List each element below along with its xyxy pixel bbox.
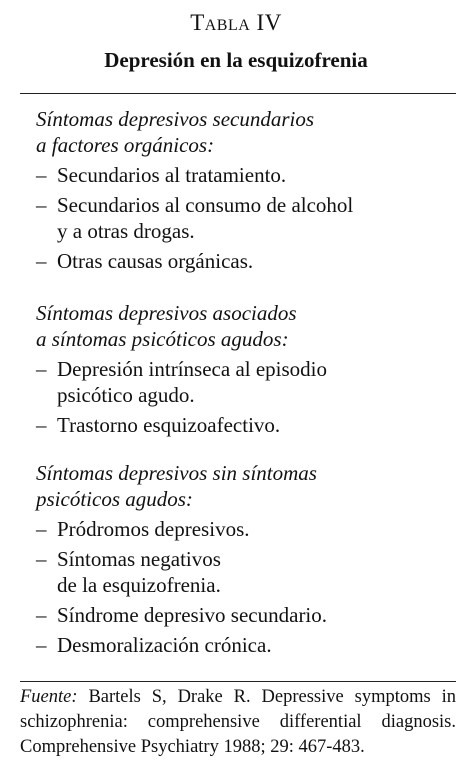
table-number: Tabla IV [190, 10, 282, 35]
section-no-acute-psychotic [36, 460, 446, 658]
list-item: – Desmoralización crónica. [36, 633, 272, 657]
dash: – [36, 193, 47, 217]
list-item: – Otras causas orgánicas. [36, 249, 254, 273]
list-item: – Secundarios al consumo de alcohol y a otras drogas. [36, 193, 354, 243]
dash: – [36, 163, 47, 187]
section-heading: Síntomas depresivos asociados a síntomas psicóticos agudos: [36, 301, 297, 351]
list-item: – Trastorno esquizoafectivo. [36, 413, 281, 437]
list-item: – Secundarios al tratamiento. [36, 163, 287, 187]
table-title: Depresión en la esquizofrenia [104, 48, 368, 72]
list-item: – Síndrome depresivo secundario. [36, 603, 328, 627]
dash: – [36, 357, 47, 381]
list-item: – Pródromos depresivos. [36, 517, 250, 541]
bottom-rule [20, 681, 456, 682]
source-note [20, 685, 456, 760]
dash: – [36, 517, 47, 541]
section-acute-psychotic [36, 300, 446, 438]
dash: – [36, 633, 47, 657]
list-item: – Síntomas negativos de la esquizofrenia. [36, 547, 221, 597]
dash: – [36, 413, 47, 437]
list-item: – Depresión intrínseca al episodio psicótico agudo. [36, 357, 328, 407]
dash: – [36, 547, 47, 571]
section-organic-causes [36, 106, 446, 274]
top-rule [20, 93, 456, 94]
section-heading: Síntomas depresivos secundarios a factores orgánicos: [36, 107, 315, 157]
dash: – [36, 603, 47, 627]
source-text: Bartels S, Drake R. Depressive symptoms in schizophrenia: comprehensive differential diagnosis. Comprehensive Psychiatry 1988; 29: 467-483. [20, 687, 456, 757]
dash: – [36, 249, 47, 273]
source-label: Fuente: [20, 687, 78, 707]
section-heading: Síntomas depresivos sin síntomas psicóticos agudos: [36, 461, 317, 511]
